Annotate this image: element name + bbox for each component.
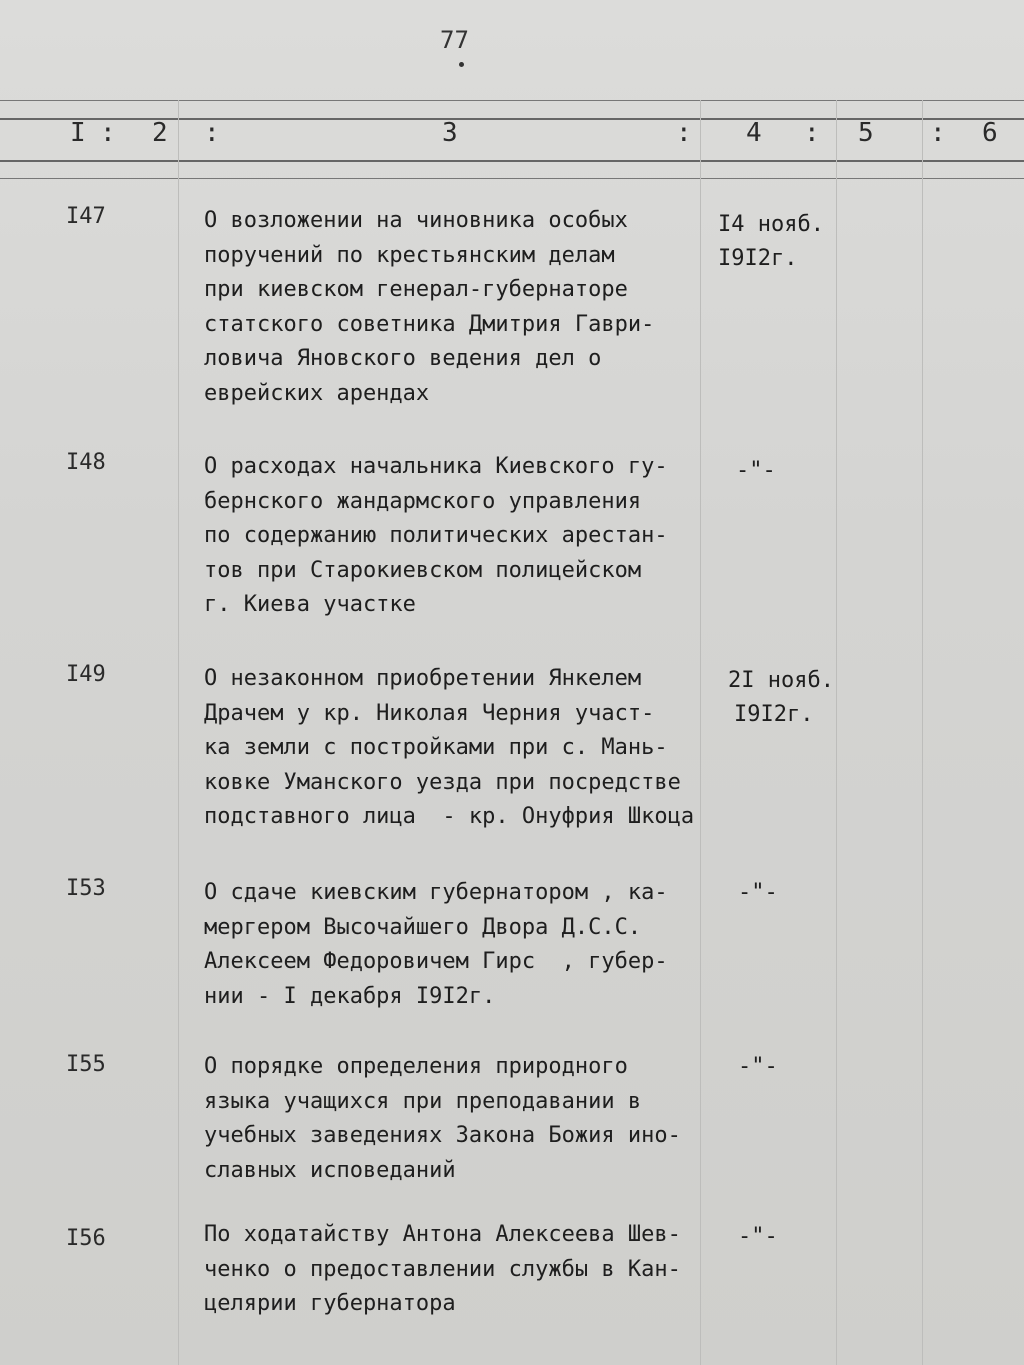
entry-number: I47 xyxy=(66,204,106,229)
entry-date xyxy=(738,1050,778,1084)
column-divider xyxy=(836,100,837,1365)
entry-date xyxy=(718,208,824,276)
column-header-4: 4 xyxy=(746,118,762,148)
entry-description xyxy=(204,450,734,623)
description-line: подставного лица - кр. Онуфрия Шкоца xyxy=(204,804,695,830)
column-separator: : xyxy=(204,118,220,148)
entry-number: I56 xyxy=(66,1226,106,1251)
column-header-3: 3 xyxy=(442,118,458,148)
header-rule-bottom-double xyxy=(0,178,1024,179)
date-line: -"- xyxy=(738,1054,778,1079)
entry-description xyxy=(204,204,734,412)
description-line: О сдаче киевским губернатором , ка- xyxy=(204,880,668,905)
column-header-2: 2 xyxy=(152,118,168,148)
description-line: ченко о предоставлении службы в Кан- xyxy=(204,1256,681,1282)
page-number: 77 xyxy=(440,26,469,54)
description-line: статского советника Дмитрия Гаври- xyxy=(204,311,655,337)
description-line: поручений по крестьянским делам xyxy=(204,242,615,268)
entry-description xyxy=(204,1050,734,1188)
entry-date xyxy=(728,664,834,732)
description-line: тов при Старокиевском полицейском xyxy=(204,557,642,583)
entry-date xyxy=(738,876,778,910)
header-rule-top xyxy=(0,100,1024,101)
description-line: целярии губернатора xyxy=(204,1291,456,1317)
description-line: ловича Яновского ведения дел о xyxy=(204,346,602,372)
column-header-6: 6 xyxy=(982,118,998,148)
date-line: -"- xyxy=(738,880,778,905)
description-line: нии - I декабря I9I2г. xyxy=(204,983,496,1009)
entry-description xyxy=(204,1218,734,1322)
entry-date xyxy=(736,454,776,488)
description-line: учебных заведениях Закона Божия ино- xyxy=(204,1123,681,1149)
entry-description xyxy=(204,662,734,835)
header-rule-bottom xyxy=(0,160,1024,162)
date-line: -"- xyxy=(736,458,776,483)
description-line: О возложении на чиновника особых xyxy=(204,208,628,233)
entry-number: I53 xyxy=(66,876,106,901)
entry-number: I48 xyxy=(66,450,106,475)
description-line: Алексеем Федоровичем Гирс , губер- xyxy=(204,949,668,975)
column-separator: : xyxy=(804,118,820,148)
description-line: ка земли с постройками при с. Мань- xyxy=(204,735,668,761)
entry-description xyxy=(204,876,734,1014)
description-line: славных исповеданий xyxy=(204,1157,456,1183)
column-separator: : xyxy=(100,118,116,148)
description-line: мергером Высочайшего Двора Д.С.С. xyxy=(204,914,642,940)
description-line: языка учащихся при преподавании в xyxy=(204,1088,642,1114)
entry-date xyxy=(738,1220,778,1254)
date-line: I9I2г. xyxy=(718,246,798,271)
column-divider xyxy=(178,100,179,1365)
date-line: I4 нояб. xyxy=(718,212,824,237)
entry-number: I55 xyxy=(66,1052,106,1077)
description-line: бернского жандармского управления xyxy=(204,488,642,514)
date-line: I9I2г. xyxy=(734,702,814,727)
description-line: О порядке определения природного xyxy=(204,1054,628,1079)
description-line: О расходах начальника Киевского гу- xyxy=(204,454,668,479)
entry-number: I49 xyxy=(66,662,106,687)
description-line: О незаконном приобретении Янкелем xyxy=(204,666,642,691)
description-line: еврейских арендах xyxy=(204,380,430,406)
column-header-1: I xyxy=(70,118,86,148)
page-dot xyxy=(459,62,464,67)
date-line: -"- xyxy=(738,1224,778,1249)
description-line: ковке Уманского уезда при посредстве xyxy=(204,769,681,795)
date-line: 2I нояб. xyxy=(728,668,834,693)
column-separator: : xyxy=(676,118,692,148)
description-line: По ходатайству Антона Алексеева Шев- xyxy=(204,1222,681,1247)
description-line: г. Киева участке xyxy=(204,592,416,618)
column-header-5: 5 xyxy=(858,118,874,148)
column-divider xyxy=(922,100,923,1365)
description-line: при киевском генерал-губернаторе xyxy=(204,277,628,303)
column-separator: : xyxy=(930,118,946,148)
description-line: Драчем у кр. Николая Черния участ- xyxy=(204,700,655,726)
description-line: по содержанию политических арестан- xyxy=(204,523,668,549)
